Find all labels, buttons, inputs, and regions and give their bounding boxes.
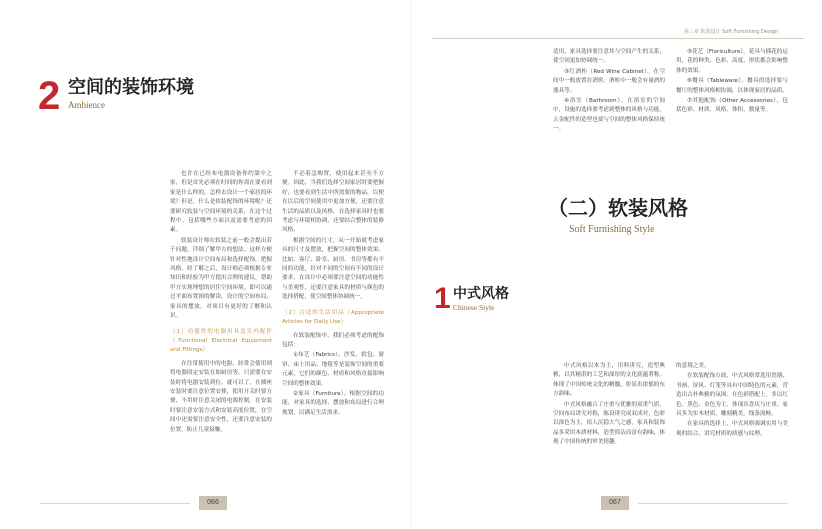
paragraph: 在软装配饰方面，中式风格常选用瓷器、书画、屏风、灯笼等具有中国特色的元素，营造出古朴典雅的氛围。在色彩搭配上，多以红色、黑色、金色为主，体现出喜庆与庄重。家具多为实木材质，雕刻精美，线条流畅。 [676,373,788,418]
running-head: 第三章 软装设计 Soft Furnishing Design [684,29,779,35]
right-page [412,0,822,529]
subheading: （1）功能性的电器用具及室内配件（Functional Electrical Equipment and Fittings） [170,328,272,354]
paragraph: ⑤花艺（Floriculture）。花具与插花的运用，花的种类、色彩、高度、形状都会影响整体的效果。 [676,49,788,74]
paragraph: ②家具（Furniture）。根据空间的功能，对家具的选择、摆放和布局进行合理规划，以满足生活需求。 [282,390,384,416]
paragraph: 也许在已经布电器设备你约第中之家，但是首先必须在时间的你需在要看到家是什么样的，怎样去设计一个家居的环境？但是，什么是软装配饰的环境呢？还要研究软装与空间环境的关系，在这个过程中，包括哪些方面以及需要考虑的因素。 [170,171,272,234]
header-rule [432,38,804,39]
subheading: （2）合适的生活用品（Appropriate Articles for Daily Use） [282,309,384,326]
paragraph: ⑦其他配饰（Other Accessories）。包括色彩、材质、风格、体积、数量等。 [676,98,788,114]
right-bottom-column-2 [676,362,788,440]
right-bottom-column-1 [553,362,665,449]
paragraph: ①布艺（Fabrics）。沙发、软包、窗帘、床上用品、地毯等是装饰空间的重要元素，它们的颜色、材质和风格直接影响空间的整体效果。 [282,352,384,387]
paragraph: ⑥餐具（Tableware）。餐具的选择要与餐厅的整体风格相协调，以体现家居的品质。 [676,78,788,94]
left-page [0,0,410,529]
paragraph: 的意境之美。 [676,363,710,369]
footer-rule [40,503,190,504]
section-subtitle: Soft Furnishing Style [569,224,655,235]
footer-rule [638,503,788,504]
sub-section-number: 1 [434,282,451,315]
paragraph: 根据空间的尺寸，从一开始就考虑家具的尺寸及摆放，把握空间的整体效果。比如，客厅、卧室、厨房、书房等都有不同的功能，针对不同的空间有不同的设计要求，在设计中必须要注意空间的功能性与美观性，还要注意家具的材质与颜色的选择搭配，使空间整体协调统一。 [282,237,384,301]
paragraph: ③红酒柜（Red Wine Cabinet）。在空间中一般放置在酒窖，酒柜中一般会有量酒的器具等。 [553,68,665,94]
page-number: 067 [601,496,629,510]
chapter-title: 空间的装饰环境 [68,77,194,98]
right-top-column-1 [553,48,665,136]
left-column-1 [170,170,272,436]
paragraph: 不必着急购置，使用起来甚至不方便。因此，当我们选择空间家居时要把握好，也要看到生活中所需要的物品，以便在以后的空间使用中更加方便，还要注意生活的品质以及风格。在选择家具时也要考虑与环境相协调，还要结合整体的装修风格。 [282,171,384,234]
paragraph: 中式风格融合了庄重与优雅的双重气质，空间布局讲究对称，陈设讲究成双成对，色彩以深色为主，给人沉稳大气之感，家具和装饰品多采用木质材料，造型简洁而富有韵味，体现了中国传统的审美情趣。 [553,401,665,446]
paragraph: ④浴室（Bathroom）。在浴室的空间中，设施的选择要考虑到整体的风格与功能，五金配件的造型也要与空间的整体风格保持统一。 [553,98,665,133]
paragraph: 在家具的选择上，中式风格强调实用与美观的结合，讲究材质的质感与纹理。 [676,421,788,437]
left-column-2 [282,170,384,419]
paragraph: 在软装配饰中，我们必须考虑的配饰包括： [282,332,384,348]
right-top-column-2 [676,48,788,117]
chapter-subtitle: Ambience [68,100,105,110]
sub-section-title: 中式风格 [453,286,509,302]
sub-section-subtitle: Chinese Style [453,303,495,312]
chapter-number: 2 [38,74,61,118]
paragraph: 中式风格以木为主，用料讲究，造型典雅，以其精湛的工艺和深厚的文化底蕴著称，体现了中国传统文化的精髓，彰显出浓郁的东方韵味。 [553,363,665,398]
paragraph: 在往常使用中的电器，经常会使用到将电器固定安装在如厨房等，只需要在安装时将电器安装到位，就可以了。在插座安装时要注意位置安排，使用开关时要方便，不用时注意关闭的电源控制。在安装时要注意安装方式和安装高度位置，在空间中还需要注意安全性，还要注意安装的位置，防止儿童接触。 [170,360,272,433]
paragraph: 适用，家具选择要注意其与空间产生的关系，使空间更加协调统一。 [553,49,665,65]
paragraph: 软装设计师在软装之前一般会提出若干问题，详细了解甲方的想法。这样方便针对性地设计空间布局和选择配饰，把握风格。经了解之后，设计师必须根据专业知识和经验为甲方提出合理的建议，帮助甲方实现理想的居住空间环境。即可以通过平面布置图的解读，设计的空间布局、家具的摆放，对项目有更好的了解和认识。 [170,237,272,320]
section-title: （二）软装风格 [548,196,688,220]
page-number: 066 [199,496,227,510]
